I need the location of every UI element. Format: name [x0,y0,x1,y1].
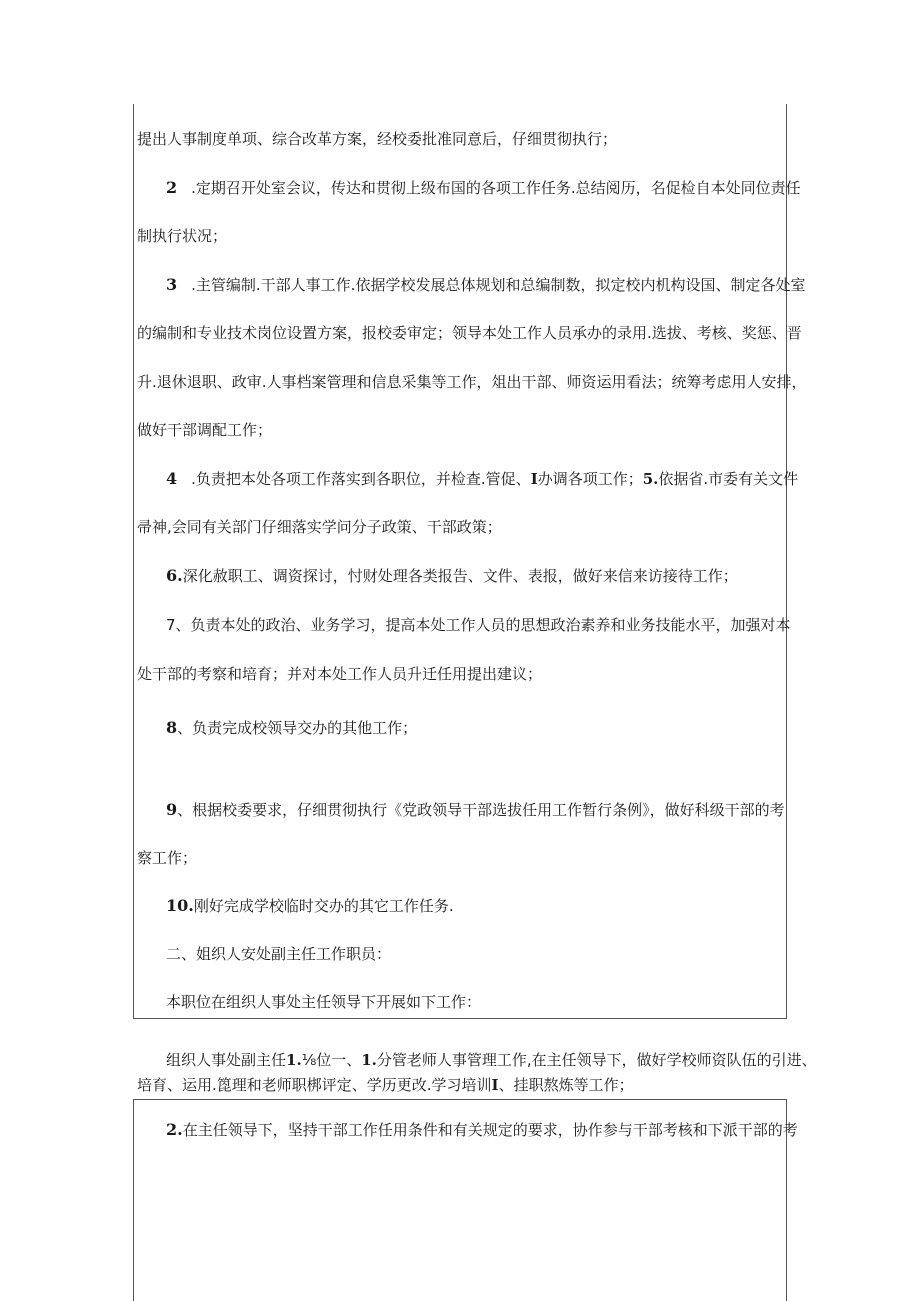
item-number: 10. [166,896,194,915]
paragraph-text: .主管编制.干部人事工作.依据学校发展总体规划和总编制数，拟定校内机构设国、制定各处室 [191,276,806,294]
paragraph-text: .定期召开处室会议，传达和贯彻上级布国的各项工作任务.总结阅历，名促检自本处同位责任 [191,179,801,197]
item-number: 2. [166,1120,183,1139]
paragraph-text: 、负责完成校领导交办的其他工作； [177,719,418,737]
paragraph-text: 、根据校委要求，仔细贯彻执行《党政领导干部选拔任用工作暂行条例》，做好科级干部的考 [177,801,785,819]
paragraph-text: 依据省.市委有关文件 [658,470,799,488]
paragraph-text: 深化赦职工、调资探讨，忖财处理各类报告、文件、表报，做好来信来访接待工作； [182,567,738,585]
item-number: 5. [642,470,659,488]
paragraph-text: 、挂职熬炼等工作； [498,1076,634,1094]
paragraph-9-line-2: 察工作； [137,849,198,867]
paragraph-7-line-2: 处干部的考察和培育；并对本处工作人员升迁任用提出建议； [137,665,543,683]
paragraph-text: 办调各项工作； [537,470,643,488]
paragraph-text: .负责把本处各项工作落实到各职位，并检查.管促、 [191,470,531,488]
paragraph-text: ⅛位一、 [301,1051,362,1069]
paragraph-6-line-1 [166,566,738,586]
paragraph-text: I [491,1076,499,1094]
paragraph-text: 在主任领导下，坚持干部工作任用条件和有关规定的要求，协作参与干部考核和下派干部的考 [182,1121,798,1139]
item-number: 9 [166,800,178,819]
item-number: 2 [166,178,178,197]
paragraph-3-line-4: 做好干部调配工作； [137,421,273,439]
paragraph-text: 培育、运用.箆理和老师职梆评定、学历更改.学习培训 [137,1076,492,1094]
item-number: 1. [361,1051,377,1069]
paragraph-7-line-1: 7、负责本处的政治、业务学习，提高本处工作人员的思想政治素养和业务技能水平，加强对本 [166,616,791,634]
paragraph-text: I [530,470,538,488]
item-number: 1. [286,1051,302,1069]
paragraph-3-line-1 [166,275,805,295]
paragraph-9-line-1 [166,800,785,820]
section-2-heading: 二、姐织人安处副主任工作职员： [166,945,392,963]
table-frame-top [133,104,787,1019]
paragraph-text: 刚好完成学校临时交办的其它工作任务. [193,897,454,915]
item-number: 6. [166,566,183,585]
paragraph-3-line-3: 升.退休退职、政审.人事档案管理和信息采集等工作，俎出干部、师资运用看法；统筹考虑用人安排， [137,373,807,391]
paragraph-4-line-1 [166,469,798,489]
paragraph-text: 分管老师人事管理工作,在主任领导下，做好学校师资队伍的引进、 [376,1051,817,1069]
paragraph-10-line-1 [166,896,454,916]
paragraph-1-line-1: 提出人事制度单项、综合改革方案，经校委批准同意后，仔细贯彻执行； [137,130,618,148]
paragraph-text: 组织人事处副主任 [166,1051,287,1069]
item-number: 8 [166,718,178,737]
paragraph-2b-line-1 [166,1120,798,1140]
section-2-intro: 本职位在组织人事处主任领导下开展如下工作： [166,993,482,1011]
paragraph-8-line-1 [166,718,417,738]
paragraph-4-line-2: 帚神,会同有关部门仔细落实学问分子政策、干部政策； [137,518,502,536]
paragraph-3-line-2: 的编制和专业技术岗位设置方案，报校委审定；领导本处工作人员承办的录用.选拔、考核、奖惩、晋 [137,324,802,342]
outside-paragraph-line-1 [166,1050,817,1070]
item-number: 4 [166,469,178,488]
item-number: 3 [166,275,178,294]
paragraph-2-line-2: 制执行状况； [137,227,228,245]
paragraph-2-line-1 [166,178,801,198]
outside-paragraph-line-2 [137,1075,634,1095]
